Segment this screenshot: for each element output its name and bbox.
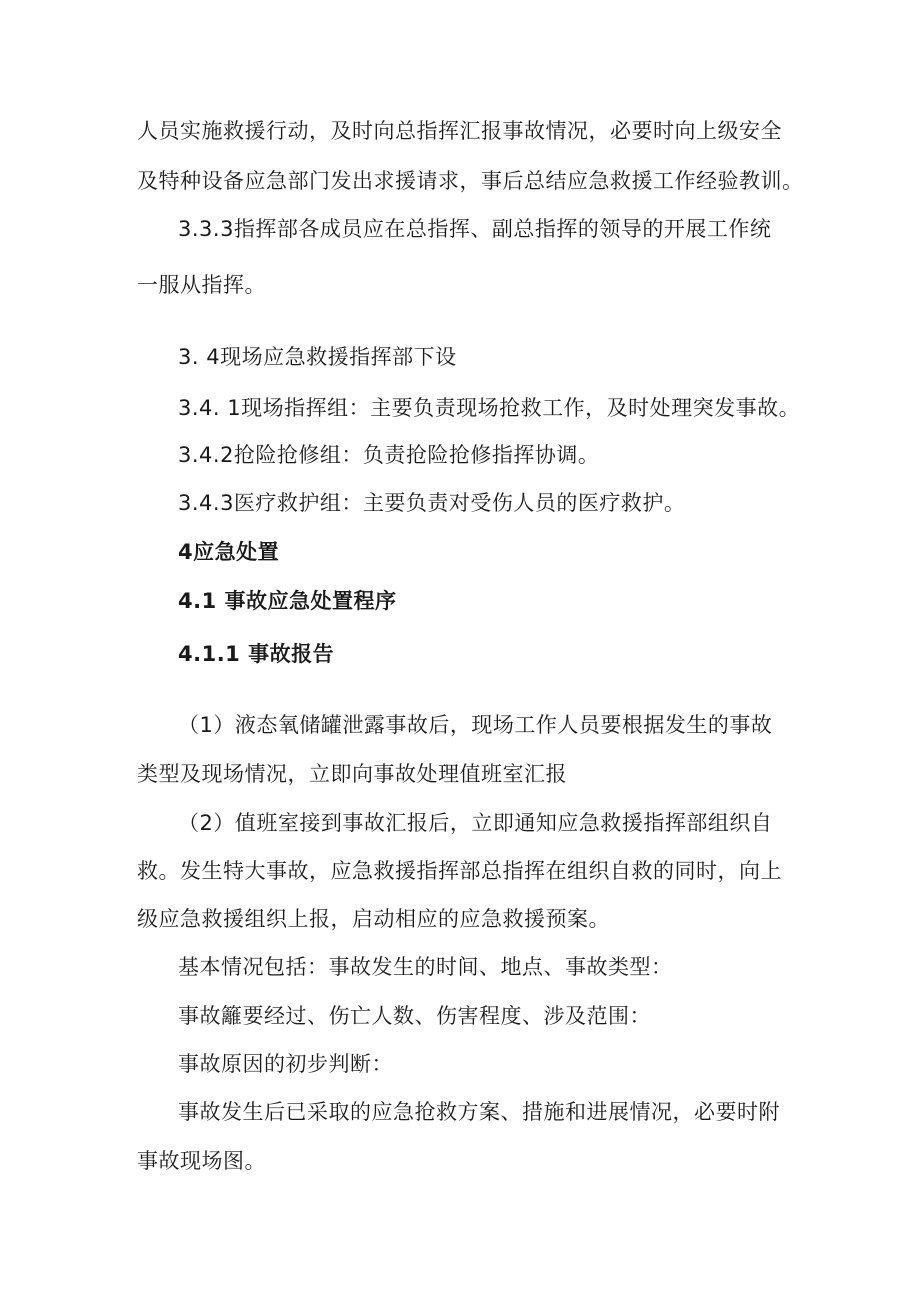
section-3-4-2: 3.4.2抢险抢修组：负责抢险抢修指挥协调。 <box>178 443 600 467</box>
section-3-3-3-cont: 一服从指挥。 <box>137 273 266 297</box>
section-3-4-1: 3.4. 1现场指挥组：主要负责现场抢救工作，及时处理突发事故。 <box>178 396 801 420</box>
heading-4: 4应急处置 <box>178 540 280 564</box>
item-2-cont: 救。发生特大事故，应急救援指挥部总指挥在组织自救的同时，向上 <box>137 859 782 883</box>
section-3-3-3: 3.3.3指挥部各成员应在总指挥、副总指挥的领导的开展工作统 <box>178 217 772 241</box>
heading-4-1: 4.1 事故应急处置程序 <box>178 589 397 613</box>
item-2-cont: 级应急救援组织上报，启动相应的应急救援预案。 <box>137 907 610 931</box>
section-3-4-title: 3. 4现场应急救援指挥部下设 <box>178 345 457 369</box>
item-2: （2）值班室接到事故汇报后，立即通知应急救援指挥部组织自 <box>178 811 773 835</box>
info-basic: 基本情况包括：事故发生的时间、地点、事故类型： <box>178 955 673 979</box>
item-1: （1）液态氧储罐泄露事故后，现场工作人员要根据发生的事故 <box>178 713 773 737</box>
section-3-4-3: 3.4.3医疗救护组：主要负责对受伤人员的医疗救护。 <box>178 491 686 515</box>
info-measures: 事故发生后已采取的应急抢救方案、措施和进展情况，必要时附 <box>178 1100 780 1124</box>
paragraph-line: 及特种设备应急部门发出求援请求，事后总结应急救援工作经验教训。 <box>137 169 804 193</box>
info-measures-cont: 事故现场图。 <box>137 1149 266 1173</box>
paragraph-line: 人员实施救援行动，及时向总指挥汇报事故情况，必要时向上级安全 <box>137 119 782 143</box>
info-cause: 事故原因的初步判断： <box>178 1052 393 1076</box>
info-summary: 事故籬要经过、伤亡人数、伤害程度、涉及范围： <box>178 1004 651 1028</box>
heading-4-1-1: 4.1.1 事故报告 <box>178 642 335 666</box>
item-1-cont: 类型及现场情况，立即向事故处理值班室汇报 <box>137 762 567 786</box>
